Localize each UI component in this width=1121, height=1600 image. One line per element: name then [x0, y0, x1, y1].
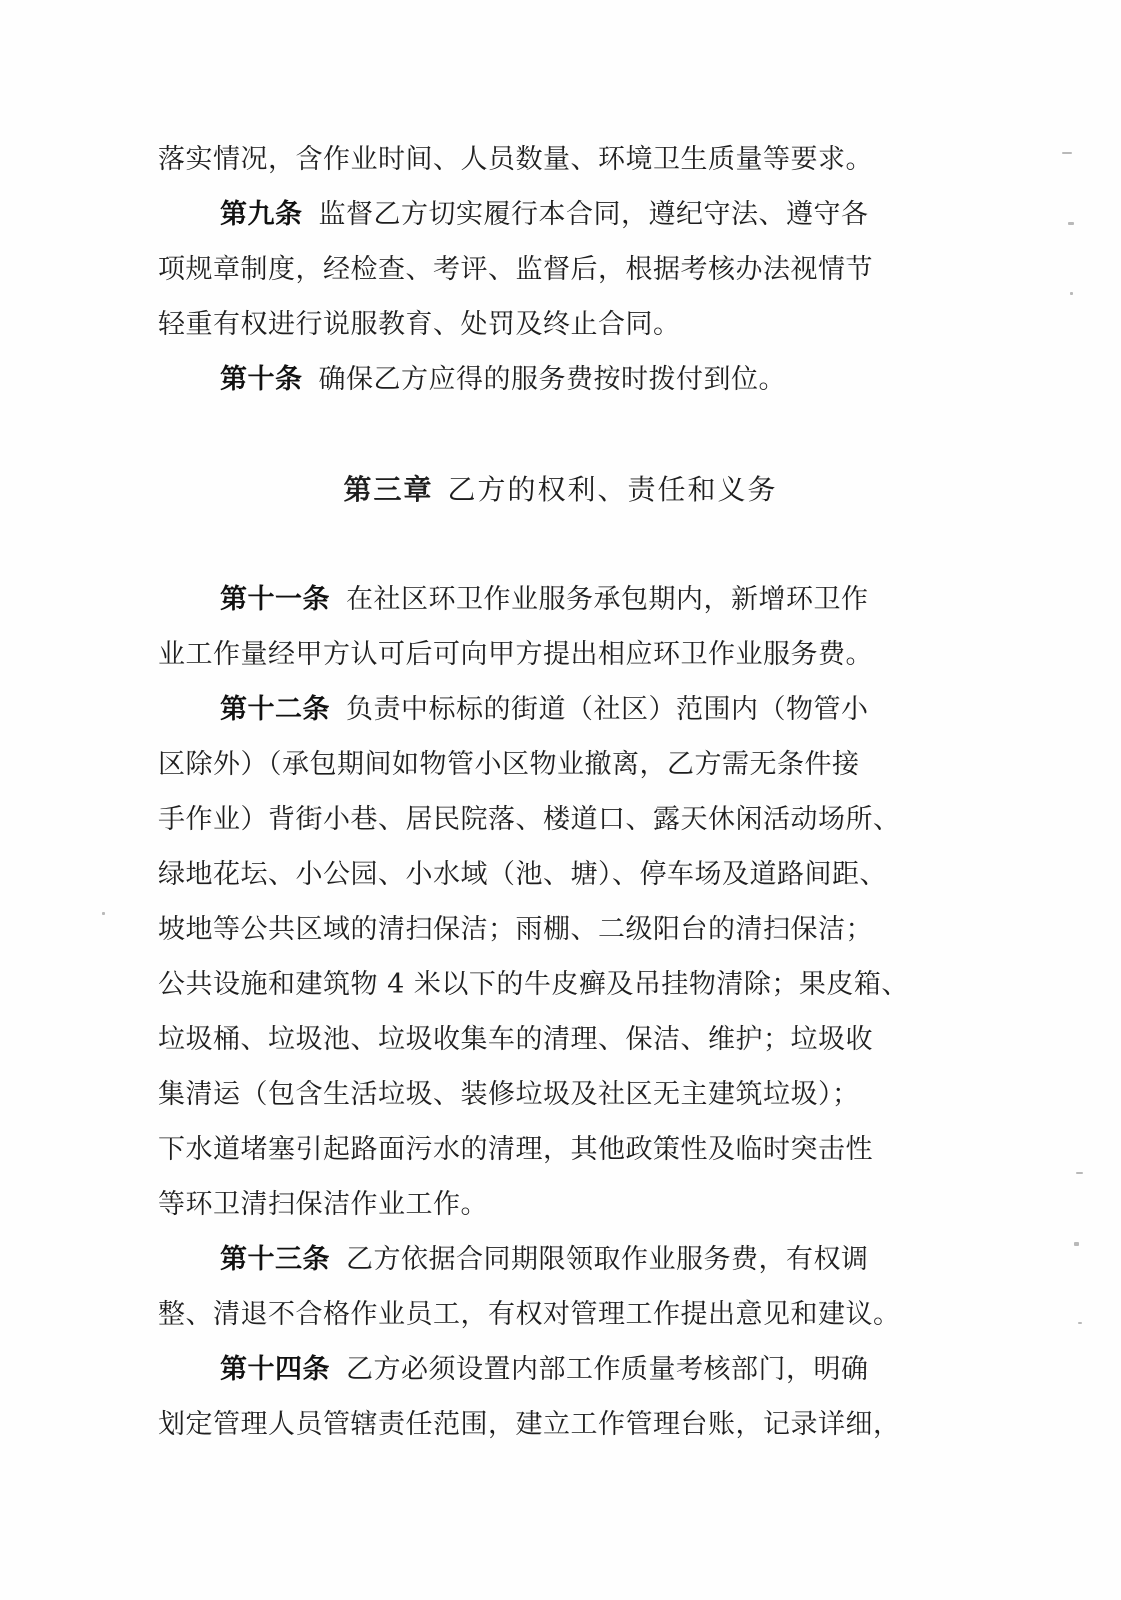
article-9-label: 第九条 — [220, 199, 303, 230]
article-12-first-line — [220, 692, 948, 728]
scan-noise-mark — [1068, 222, 1074, 225]
article-11-label: 第十一条 — [220, 584, 330, 615]
article-11-text: 在社区环卫作业服务承包期内，新增环卫作 — [346, 584, 869, 615]
scan-noise-mark — [1076, 1172, 1083, 1174]
article-13-label: 第十三条 — [220, 1244, 330, 1275]
article-13-text: 乙方依据合同期限领取作业服务费，有权调 — [346, 1244, 869, 1275]
article-13-first-line — [220, 1242, 948, 1278]
article-13-line: 整、清退不合格作业员工，有权对管理工作提出意见和建议。 — [158, 1299, 901, 1330]
article-11-first-line — [220, 582, 948, 618]
article-12-line: 区除外）（承包期间如物管小区物业撤离，乙方需无条件接 — [158, 749, 860, 780]
chapter-number: 第三章 — [343, 473, 434, 506]
continuation-line: 落实情况，含作业时间、人员数量、环境卫生质量等要求。 — [158, 144, 873, 175]
article-9-line: 轻重有权进行说服教育、处罚及终止合同。 — [158, 309, 681, 340]
article-12-line: 集清运（包含生活垃圾、装修垃圾及社区无主建筑垃圾）； — [158, 1079, 860, 1110]
article-10-label: 第十条 — [220, 364, 303, 395]
scan-noise-mark — [1070, 292, 1073, 295]
scan-noise-mark — [1074, 1242, 1079, 1246]
article-9-line: 项规章制度，经检查、考评、监督后，根据考核办法视情节 — [158, 254, 873, 285]
scan-noise-mark — [1062, 152, 1072, 154]
article-10-first-line — [220, 362, 948, 398]
chapter-heading — [0, 472, 1121, 508]
article-12-line: 下水道堵塞引起路面污水的清理，其他政策性及临时突击性 — [158, 1134, 873, 1165]
article-10-text: 确保乙方应得的服务费按时拨付到位。 — [318, 364, 786, 395]
article-12-line: 垃圾桶、垃圾池、垃圾收集车的清理、保洁、维护；垃圾收 — [158, 1024, 873, 1055]
article-12-label: 第十二条 — [220, 694, 330, 725]
article-12-line: 公共设施和建筑物 4 米以下的牛皮癣及吊挂物清除；果皮箱、 — [158, 969, 909, 1000]
scan-noise-mark — [1078, 1322, 1082, 1324]
article-14-first-line — [220, 1352, 948, 1388]
article-12-line: 手作业）背街小巷、居民院落、楼道口、露天休闲活动场所、 — [158, 804, 901, 835]
article-12-line: 等环卫清扫保洁作业工作。 — [158, 1189, 488, 1220]
article-9-first-line — [220, 197, 948, 233]
chapter-title: 乙方的权利、责任和义务 — [447, 473, 778, 506]
scan-noise-mark — [102, 912, 105, 915]
article-14-text: 乙方必须设置内部工作质量考核部门，明确 — [346, 1354, 869, 1385]
article-14-label: 第十四条 — [220, 1354, 330, 1385]
article-12-line: 绿地花坛、小公园、小水域（池、塘）、停车场及道路间距、 — [158, 859, 887, 890]
article-9-text: 监督乙方切实履行本合同，遵纪守法、遵守各 — [318, 199, 869, 230]
article-12-text: 负责中标标的街道（社区）范围内（物管小 — [346, 694, 869, 725]
article-11-line: 业工作量经甲方认可后可向甲方提出相应环卫作业服务费。 — [158, 639, 873, 670]
article-12-line: 坡地等公共区域的清扫保洁；雨棚、二级阳台的清扫保洁； — [158, 914, 873, 945]
article-14-line: 划定管理人员管辖责任范围，建立工作管理台账，记录详细， — [158, 1409, 901, 1440]
